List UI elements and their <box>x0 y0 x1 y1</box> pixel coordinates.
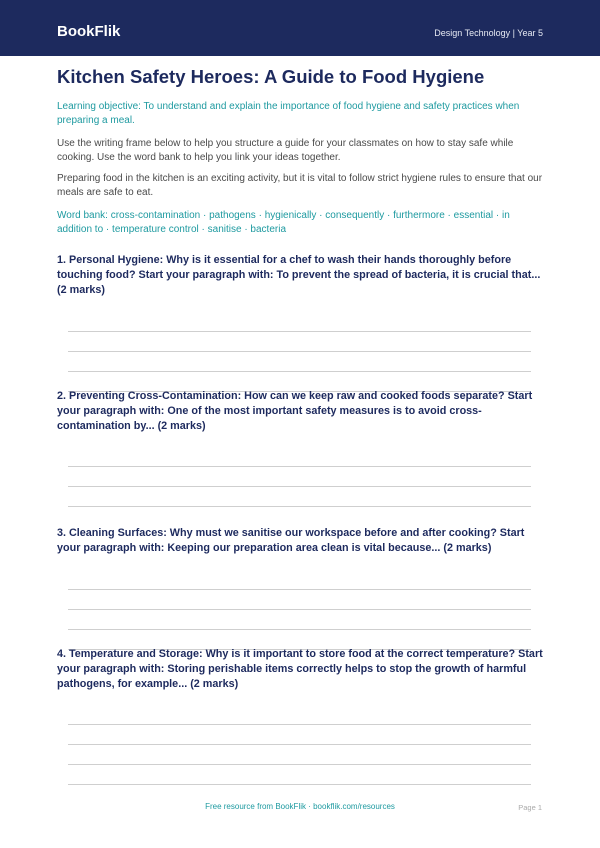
learning-objective: Learning objective: To understand and explain the importance of food hygiene and safety practices when preparing a meal. <box>57 101 520 126</box>
answer-line[interactable] <box>68 506 531 507</box>
answer-line[interactable] <box>68 629 531 630</box>
answer-line[interactable] <box>68 351 531 352</box>
question-4: 4. Temperature and Storage: Why is it important to store food at the correct temperature? Start your paragraph with: Storing perishable items correctly helps to stop the growth of harmful pathogens, for example... (2 marks) <box>57 648 543 691</box>
page-title: Kitchen Safety Heroes: A Guide to Food Hygiene <box>57 66 485 87</box>
question-3: 3. Cleaning Surfaces: Why must we sanitise our workspace before and after cooking? Start your paragraph with: Keeping our preparation area clean is vital because... (2 marks) <box>57 527 525 555</box>
page-header <box>0 0 600 56</box>
intro-paragraph: Preparing food in the kitchen is an exciting activity, but it is vital to follow strict hygiene rules to ensure that our meals are safe to eat. <box>57 173 543 198</box>
answer-line[interactable] <box>68 744 531 745</box>
footer-resource-link[interactable]: Free resource from BookFlik · bookflik.com/resources <box>205 802 395 811</box>
page-number: Page 1 <box>518 803 542 812</box>
answer-line[interactable] <box>68 784 531 785</box>
answer-line[interactable] <box>68 724 531 725</box>
question-1: 1. Personal Hygiene: Why is it essential for a chef to wash their hands thoroughly before touching food? Start your paragraph with: To prevent the spread of bacteria, it is crucial that... (2 marks) <box>57 254 541 297</box>
word-bank: Word bank: cross-contamination · pathogens · hygienically · consequently · furthermore · essential · in addition to · temperature control · sanitise · bacteria <box>57 210 510 235</box>
answer-line[interactable] <box>68 589 531 590</box>
answer-line[interactable] <box>68 466 531 467</box>
question-2: 2. Preventing Cross-Contamination: How can we keep raw and cooked foods separate? Start your paragraph with: One of the most important safety measures is to avoid cross-contamination by... (2 marks) <box>57 390 533 433</box>
answer-line[interactable] <box>68 371 531 372</box>
instructions: Use the writing frame below to help you structure a guide for your classmates on how to stay safe while cooking. Use the word bank to help you link your ideas together. <box>57 138 514 163</box>
answer-line[interactable] <box>68 486 531 487</box>
answer-line[interactable] <box>68 764 531 765</box>
brand-logo[interactable]: BookFlik <box>57 23 121 40</box>
subject-year-label: Design Technology | Year 5 <box>434 28 543 38</box>
answer-line[interactable] <box>68 609 531 610</box>
answer-line[interactable] <box>68 331 531 332</box>
